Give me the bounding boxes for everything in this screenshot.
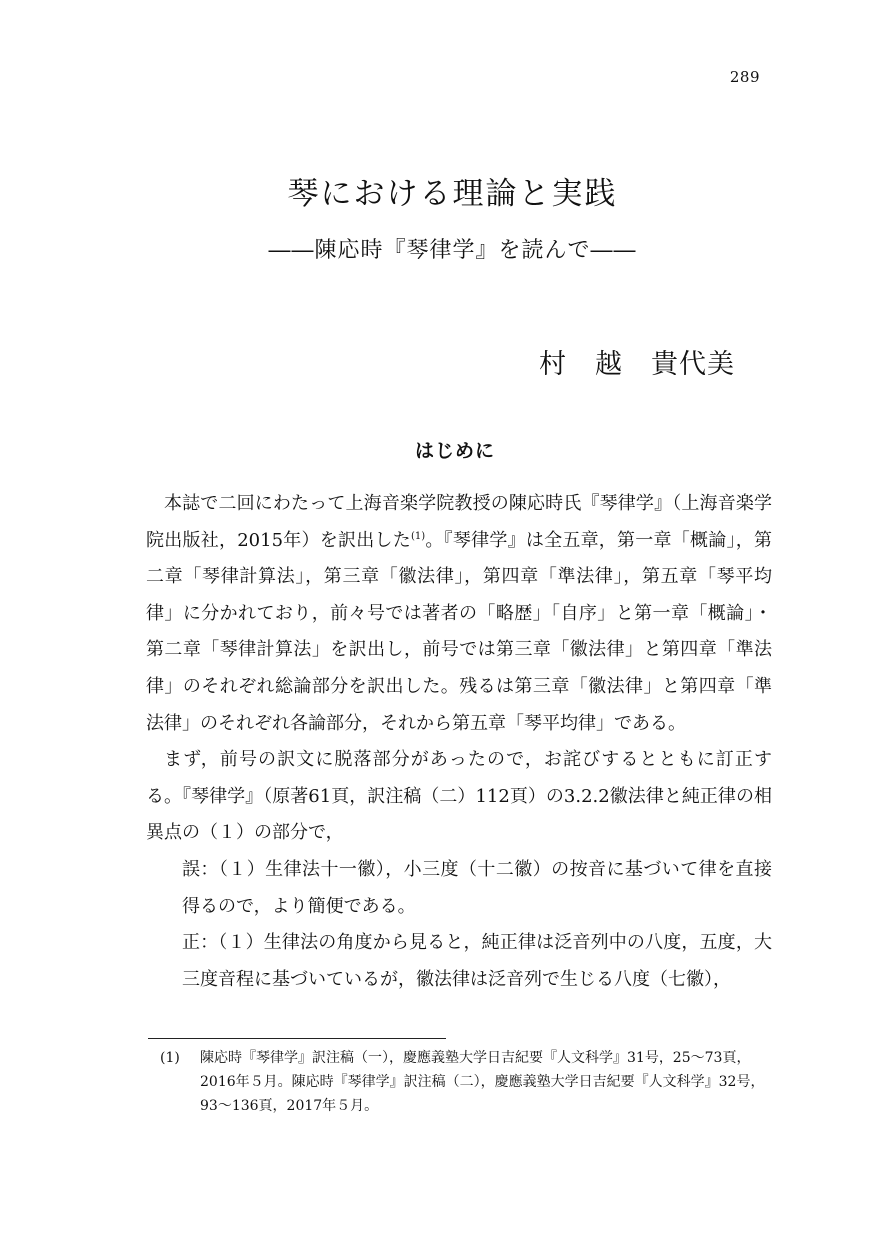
footnote-marker: (1) [160, 1050, 180, 1066]
paper-subtitle: ――陳応時『琴律学』を読んで―― [268, 238, 637, 263]
author-name: 村 越 貴代美 [539, 349, 735, 380]
body-text [146, 486, 772, 998]
paper-title: 琴における理論と実践 [287, 176, 618, 212]
page-number: 289 [729, 68, 760, 86]
footnote-reference[interactable]: (1) [410, 530, 426, 542]
paragraph-2: まず，前号の訳文に脱落部分があったので，お詫びするとともに訂正する。『琴律学』（原著61頁，訳注稿（二）112頁）の3.2.2徽法律と純正律の相異点の（１）の部分で， [146, 749, 772, 844]
quote-correct: 正：（１）生律法の角度から見ると，純正律は泛音列中の八度，五度，大三度音程に基づいているが，徽法律は泛音列で生じる八度（七徽）， [182, 932, 772, 990]
footnote-divider [148, 1038, 446, 1039]
footnote-item [160, 1046, 772, 1118]
footnote-text: 陳応時『琴律学』訳注稿（一），慶應義塾大学日吉紀要『人文科学』31号，25～73頁，2016年５月。陳応時『琴律学』訳注稿（二），慶應義塾大学日吉紀要『人文科学』32号，93～136頁，2017年５月。 [200, 1050, 765, 1114]
paragraph-1-text-a: 本誌で二回にわたって上海音楽学院教授の陳応時氏『琴律学』（上海音楽学院出版社，2015年）を訳出した [146, 493, 772, 551]
paragraph-1 [146, 486, 772, 742]
section-heading: はじめに [414, 440, 495, 462]
quote-incorrect: 誤：（１）生律法十一徽），小三度（十二徽）の按音に基づいて律を直接得るので，より簡便である。 [182, 858, 772, 917]
paragraph-1-text-b: 。『琴律学』は全五章，第一章「概論」，第二章「琴律計算法」，第三章「徽法律」，第四章「準法律」，第五章「琴平均律」に分かれており，前々号では著者の「略歴」「自序」と第一章「概論」・第二章「琴律計算法」を訳出し，前号では第三章「徽法律」と第四章「準法律」のそれぞれ総論部分を訳出した。残るは第三章「徽法律」と第四章「準法律」のそれぞれ各論部分，それから第五章「琴平均律」である。 [146, 529, 772, 734]
footnotes [160, 1046, 772, 1118]
